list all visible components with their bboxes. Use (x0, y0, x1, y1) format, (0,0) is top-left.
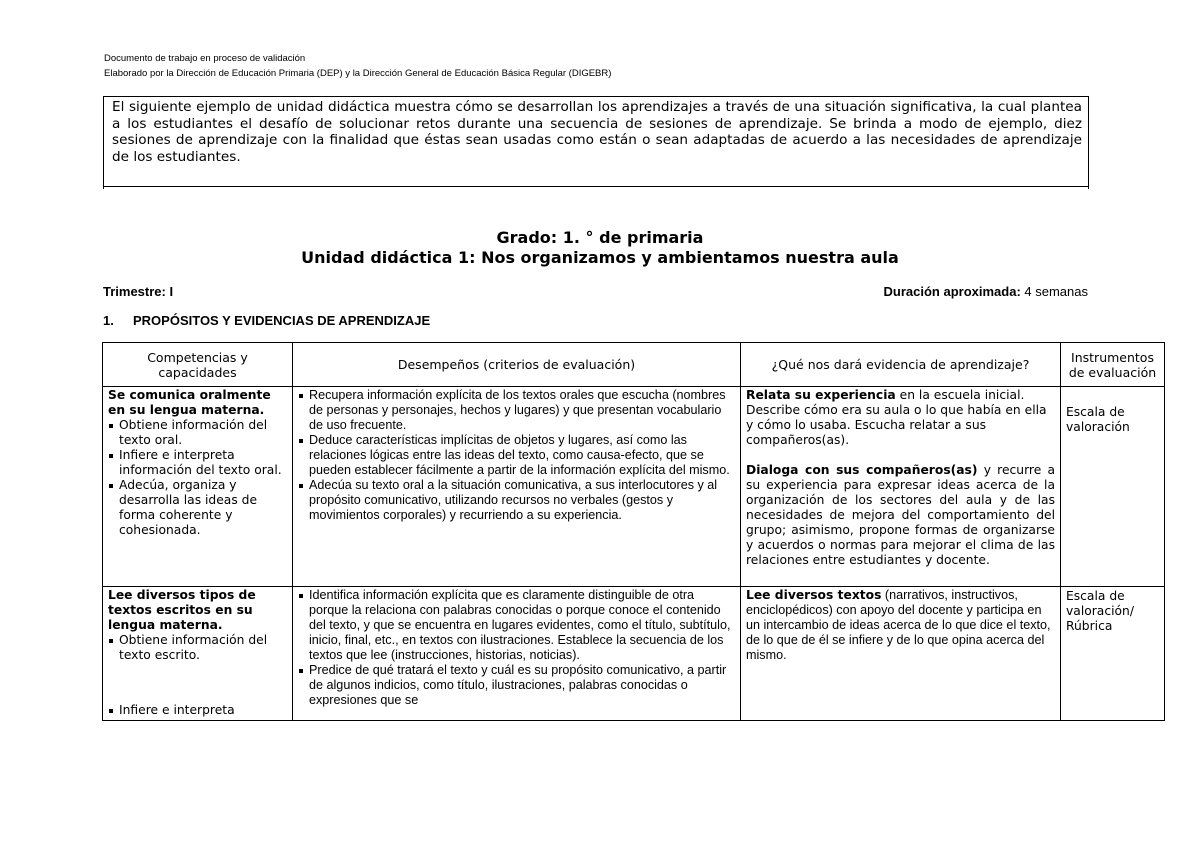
list-item: Adecúa su texto oral a la situación comunicativa, a sus interlocutores y al propósito comunicativo, utilizando recursos no verbales (gestos y movimientos corporales) y recurriendo a su experiencia. (298, 478, 735, 523)
list-item: Obtiene información del texto escrito. (108, 633, 287, 663)
section-title: PROPÓSITOS Y EVIDENCIAS DE APRENDIZAJE (133, 313, 431, 328)
section-heading (103, 313, 430, 328)
evidencia-paragraph (746, 463, 1055, 568)
competencia-cell (103, 587, 293, 721)
trimestre-label: Trimestre: (103, 284, 166, 299)
evidencia-bold: Relata su experiencia (746, 388, 896, 402)
document-author-note: Elaborado por la Dirección de Educación Primaria (DEP) y la Dirección General de Educación Básica Regular (DIGEBR) (104, 68, 612, 79)
duracion-value: 4 semanas (1024, 284, 1088, 299)
capacidades-list (108, 633, 287, 663)
evidencia-paragraph (746, 588, 1055, 663)
intro-box-bottom-rule (103, 186, 1089, 187)
list-item: Recupera información explícita de los textos orales que escucha (nombres de personas y personajes, hechos y lugares) y que presentan vocabulario de uso frecuente. (298, 388, 735, 433)
intro-corner-tick-right (1088, 184, 1089, 189)
unit-title: Unidad didáctica 1: Nos organizamos y ambientamos nuestra aula (301, 248, 899, 267)
section-number: 1. (103, 313, 114, 328)
table-header-row (103, 343, 1165, 387)
desempenos-cell (293, 587, 741, 721)
evidencia-cell (741, 587, 1061, 721)
desempenos-cell (293, 387, 741, 587)
evidencia-text: y recurre a su experiencia para expresar ideas acerca de la organización de los sectores del aula y de las necesidades de mejora del comportamiento del grupo; asimismo, propone formas de organizarse y acuerdos o normas para mejorar el clima de las relaciones entre estudiantes y docente. (746, 463, 1055, 567)
intro-box (103, 96, 1089, 186)
purposes-evidence-table (102, 342, 1165, 721)
document-status-note: Documento de trabajo en proceso de validación (104, 53, 306, 64)
list-item: Obtiene información del texto oral. (108, 418, 287, 448)
capacidades-list-continued (108, 703, 287, 718)
trimestre-value: I (169, 284, 174, 299)
competencia-title: Lee diversos tipos de textos escritos en su lengua materna. (108, 588, 256, 632)
list-item: Infiere e interpreta información del texto oral. (108, 448, 287, 478)
header-instrumento: Instrumentos de evaluación (1061, 343, 1165, 387)
evidencia-paragraph (746, 388, 1055, 448)
evidencia-bold: Dialoga con sus compañeros(as) (746, 463, 978, 477)
evidencia-text: (narrativos, instructivos, enciclopédicos) con apoyo del docente y participa en un intercambio de ideas acerca de lo que dice el texto, de lo que de él se infiere y de lo que opina acerca del mismo. (746, 588, 1051, 662)
header-evidencia: ¿Qué nos dará evidencia de aprendizaje? (741, 343, 1061, 387)
grade-title: Grado: 1. ° de primaria (496, 228, 704, 247)
header-competencias: Competencias y capacidades (103, 343, 293, 387)
competencia-title: Se comunica oralmente en su lengua materna. (108, 388, 271, 417)
desempenos-list (298, 388, 735, 523)
intro-corner-tick-left (103, 184, 104, 189)
list-item: Adecúa, organiza y desarrolla las ideas de forma coherente y cohesionada. (108, 478, 287, 538)
duracion-info (884, 284, 1088, 299)
evidencia-text: en la escuela inicial. Describe cómo era su aula o lo que había en ella y cómo lo usaba. Escucha relatar a sus compañeros(as). (746, 388, 1047, 447)
competencia-cell (103, 387, 293, 587)
list-item: Predice de qué tratará el texto y cuál es su propósito comunicativo, a partir de algunos indicios, como título, ilustraciones, palabras conocidas o expresiones que se (298, 663, 735, 708)
instrumento-cell: Escala de valoración (1061, 387, 1165, 587)
intro-text: El siguiente ejemplo de unidad didáctica muestra cómo se desarrollan los aprendizajes a través de una situación significativa, la cual plantea a los estudiantes el desafío de solucionar retos durante una secuencia de sesiones de aprendizaje. Se brinda a modo de ejemplo, diez sesiones de aprendizaje con la finalidad que éstas sean usadas como están o sean adaptadas de acuerdo a las necesidades de aprendizaje de los estudiantes. (112, 99, 1082, 165)
list-item: Identifica información explícita que es claramente distinguible de otra porque la relaciona con palabras conocidas o porque conoce el contenido del texto, y que se encuentra en lugares evidentes, como el título, subtítulo, inicio, final, etc., en textos con ilustraciones. Establece la secuencia de los textos que lee (instrucciones, historias, noticias). (298, 588, 735, 663)
instrumento-cell: Escala de valoración/ Rúbrica (1061, 587, 1165, 721)
list-item: Infiere e interpreta (108, 703, 287, 718)
header-desempenos: Desempeños (criterios de evaluación) (293, 343, 741, 387)
capacidades-list (108, 418, 287, 538)
evidencia-bold: Lee diversos textos (746, 588, 882, 602)
trimestre-info (103, 284, 173, 299)
duracion-label: Duración aproximada: (883, 284, 1021, 299)
evidencia-cell (741, 387, 1061, 587)
table-row (103, 387, 1165, 587)
list-item: Deduce características implícitas de objetos y lugares, así como las relaciones lógicas entre las ideas del texto, como causa-efecto, que se pueden establecer fácilmente a partir de la información explícita del mismo. (298, 433, 735, 478)
desempenos-list (298, 588, 735, 708)
table-row (103, 587, 1165, 721)
